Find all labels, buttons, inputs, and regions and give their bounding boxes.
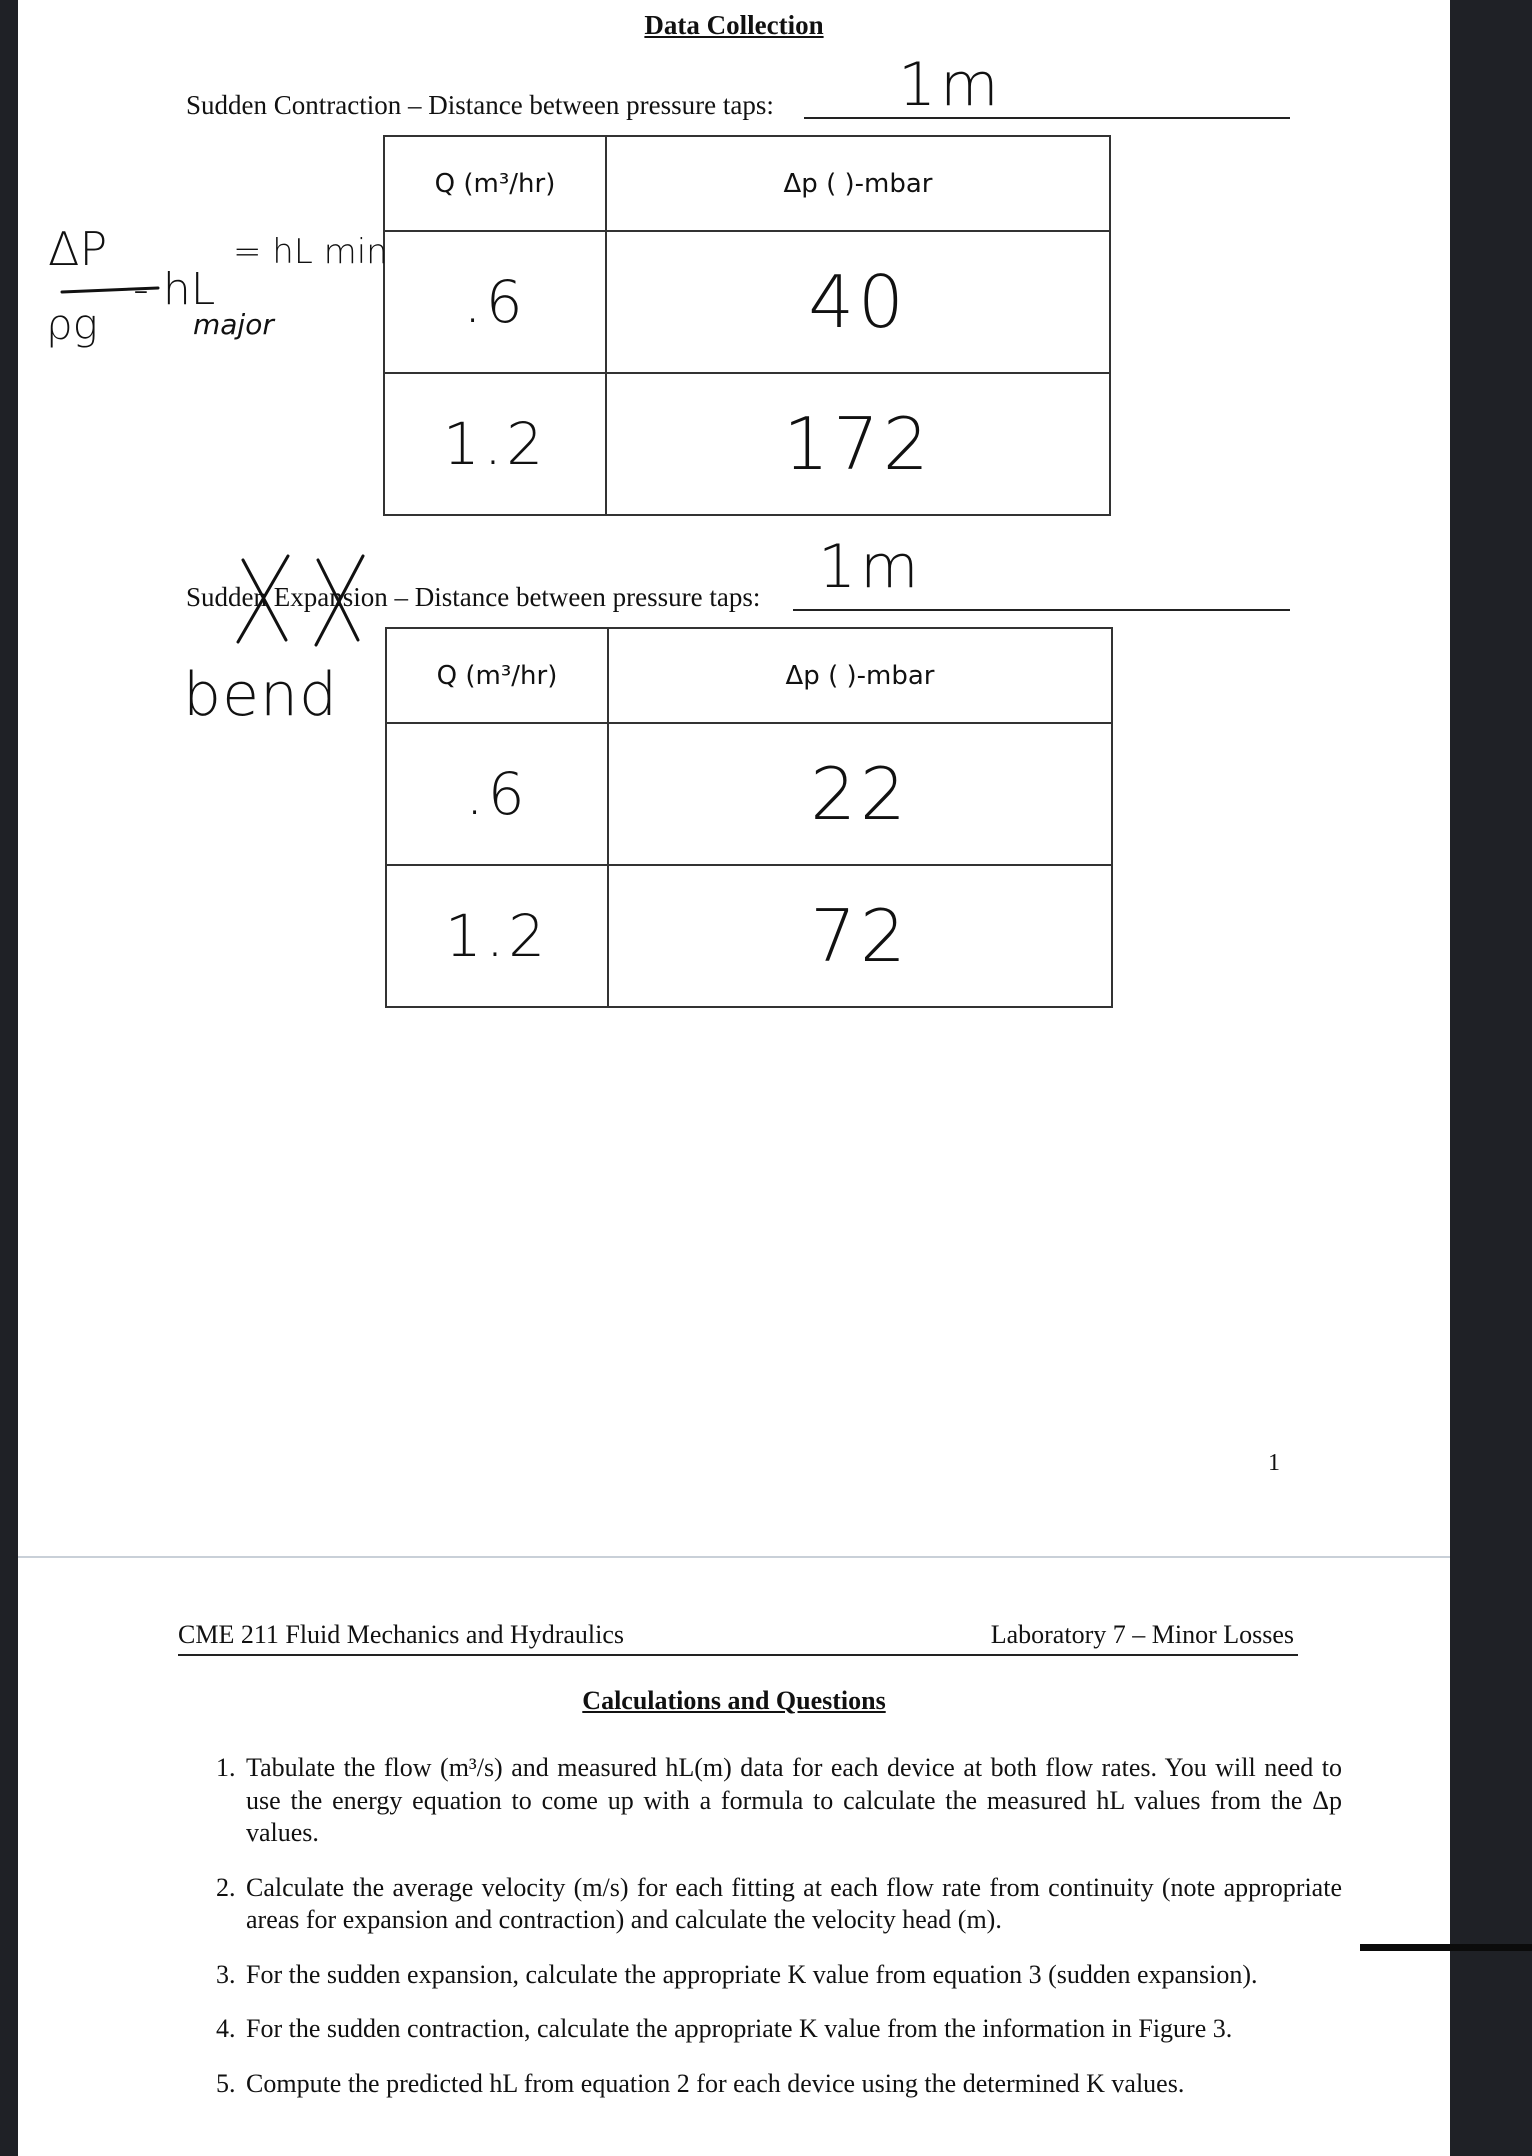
note-hl: - hL xyxy=(133,264,216,315)
page-title: Data Collection xyxy=(644,10,824,40)
list-item: 4. For the sudden contraction, calculate the appropriate K value from the information in Figure 3. xyxy=(242,2013,1342,2046)
strike-expansion xyxy=(316,556,363,645)
pressure-cell[interactable]: 40 xyxy=(606,231,1110,373)
flow-cell[interactable]: 1.2 xyxy=(384,373,606,515)
fraction-bar xyxy=(62,288,158,292)
list-item: 3. For the sudden expansion, calculate the appropriate K value from equation 3 (sudden expansion). xyxy=(242,1959,1342,1992)
pressure-cell[interactable]: 172 xyxy=(606,373,1110,515)
lab-title: Laboratory 7 – Minor Losses xyxy=(990,1620,1294,1649)
flow-cell[interactable]: 1.2 xyxy=(386,865,608,1007)
flow-header: Q (m³/hr) xyxy=(386,628,608,723)
note-delta-p: ΔP xyxy=(48,222,108,276)
list-item: 2. Calculate the average velocity (m/s) for each fitting at each flow rate from continuity (note appropriate areas for expansion and contraction) and calculate the velocity head (m). xyxy=(242,1872,1342,1937)
expansion-label: Sudden Expansion – Distance between pressure taps: xyxy=(186,582,761,612)
contraction-label: Sudden Contraction – Distance between pressure taps: xyxy=(186,90,774,120)
note-hl-min: = hL min xyxy=(233,232,388,272)
flow-header: Q (m³/hr) xyxy=(384,136,606,231)
note-major: major xyxy=(193,308,274,341)
document-page xyxy=(18,0,1450,2156)
flow-cell[interactable]: .6 xyxy=(384,231,606,373)
pressure-header: Δp ( )-mbar xyxy=(606,136,1110,231)
pressure-header: Δp ( )-mbar xyxy=(608,628,1112,723)
scrollbar-track[interactable] xyxy=(1450,0,1532,2156)
page-separator xyxy=(18,1556,1450,1558)
page-number: 1 xyxy=(1268,1450,1280,1476)
section-title: Calculations and Questions xyxy=(582,1686,886,1715)
expansion-distance-handwritten: 1m xyxy=(818,532,923,602)
list-item: 5. Compute the predicted hL from equation 2 for each device using the determined K values. xyxy=(242,2068,1342,2101)
scroll-marker[interactable] xyxy=(1360,1944,1532,1951)
pressure-cell[interactable]: 72 xyxy=(608,865,1112,1007)
list-item: 1. Tabulate the flow (m³/s) and measured hL(m) data for each device at both flow rates. You will need to use the energy equation to come up with a formula to calculate the measured hL values from the Δp values. xyxy=(242,1752,1342,1850)
running-header xyxy=(178,1620,1298,1656)
handwritten-strokes xyxy=(18,0,1450,900)
note-bend: bend xyxy=(183,660,339,730)
questions-list xyxy=(198,1752,1342,2122)
pressure-cell[interactable]: 22 xyxy=(608,723,1112,865)
contraction-distance-handwritten: 1m xyxy=(898,50,1003,120)
flow-cell[interactable]: .6 xyxy=(386,723,608,865)
note-rho-g: ρg xyxy=(46,300,98,349)
course-title: CME 211 Fluid Mechanics and Hydraulics xyxy=(178,1620,625,1649)
strike-sudden xyxy=(238,556,288,642)
